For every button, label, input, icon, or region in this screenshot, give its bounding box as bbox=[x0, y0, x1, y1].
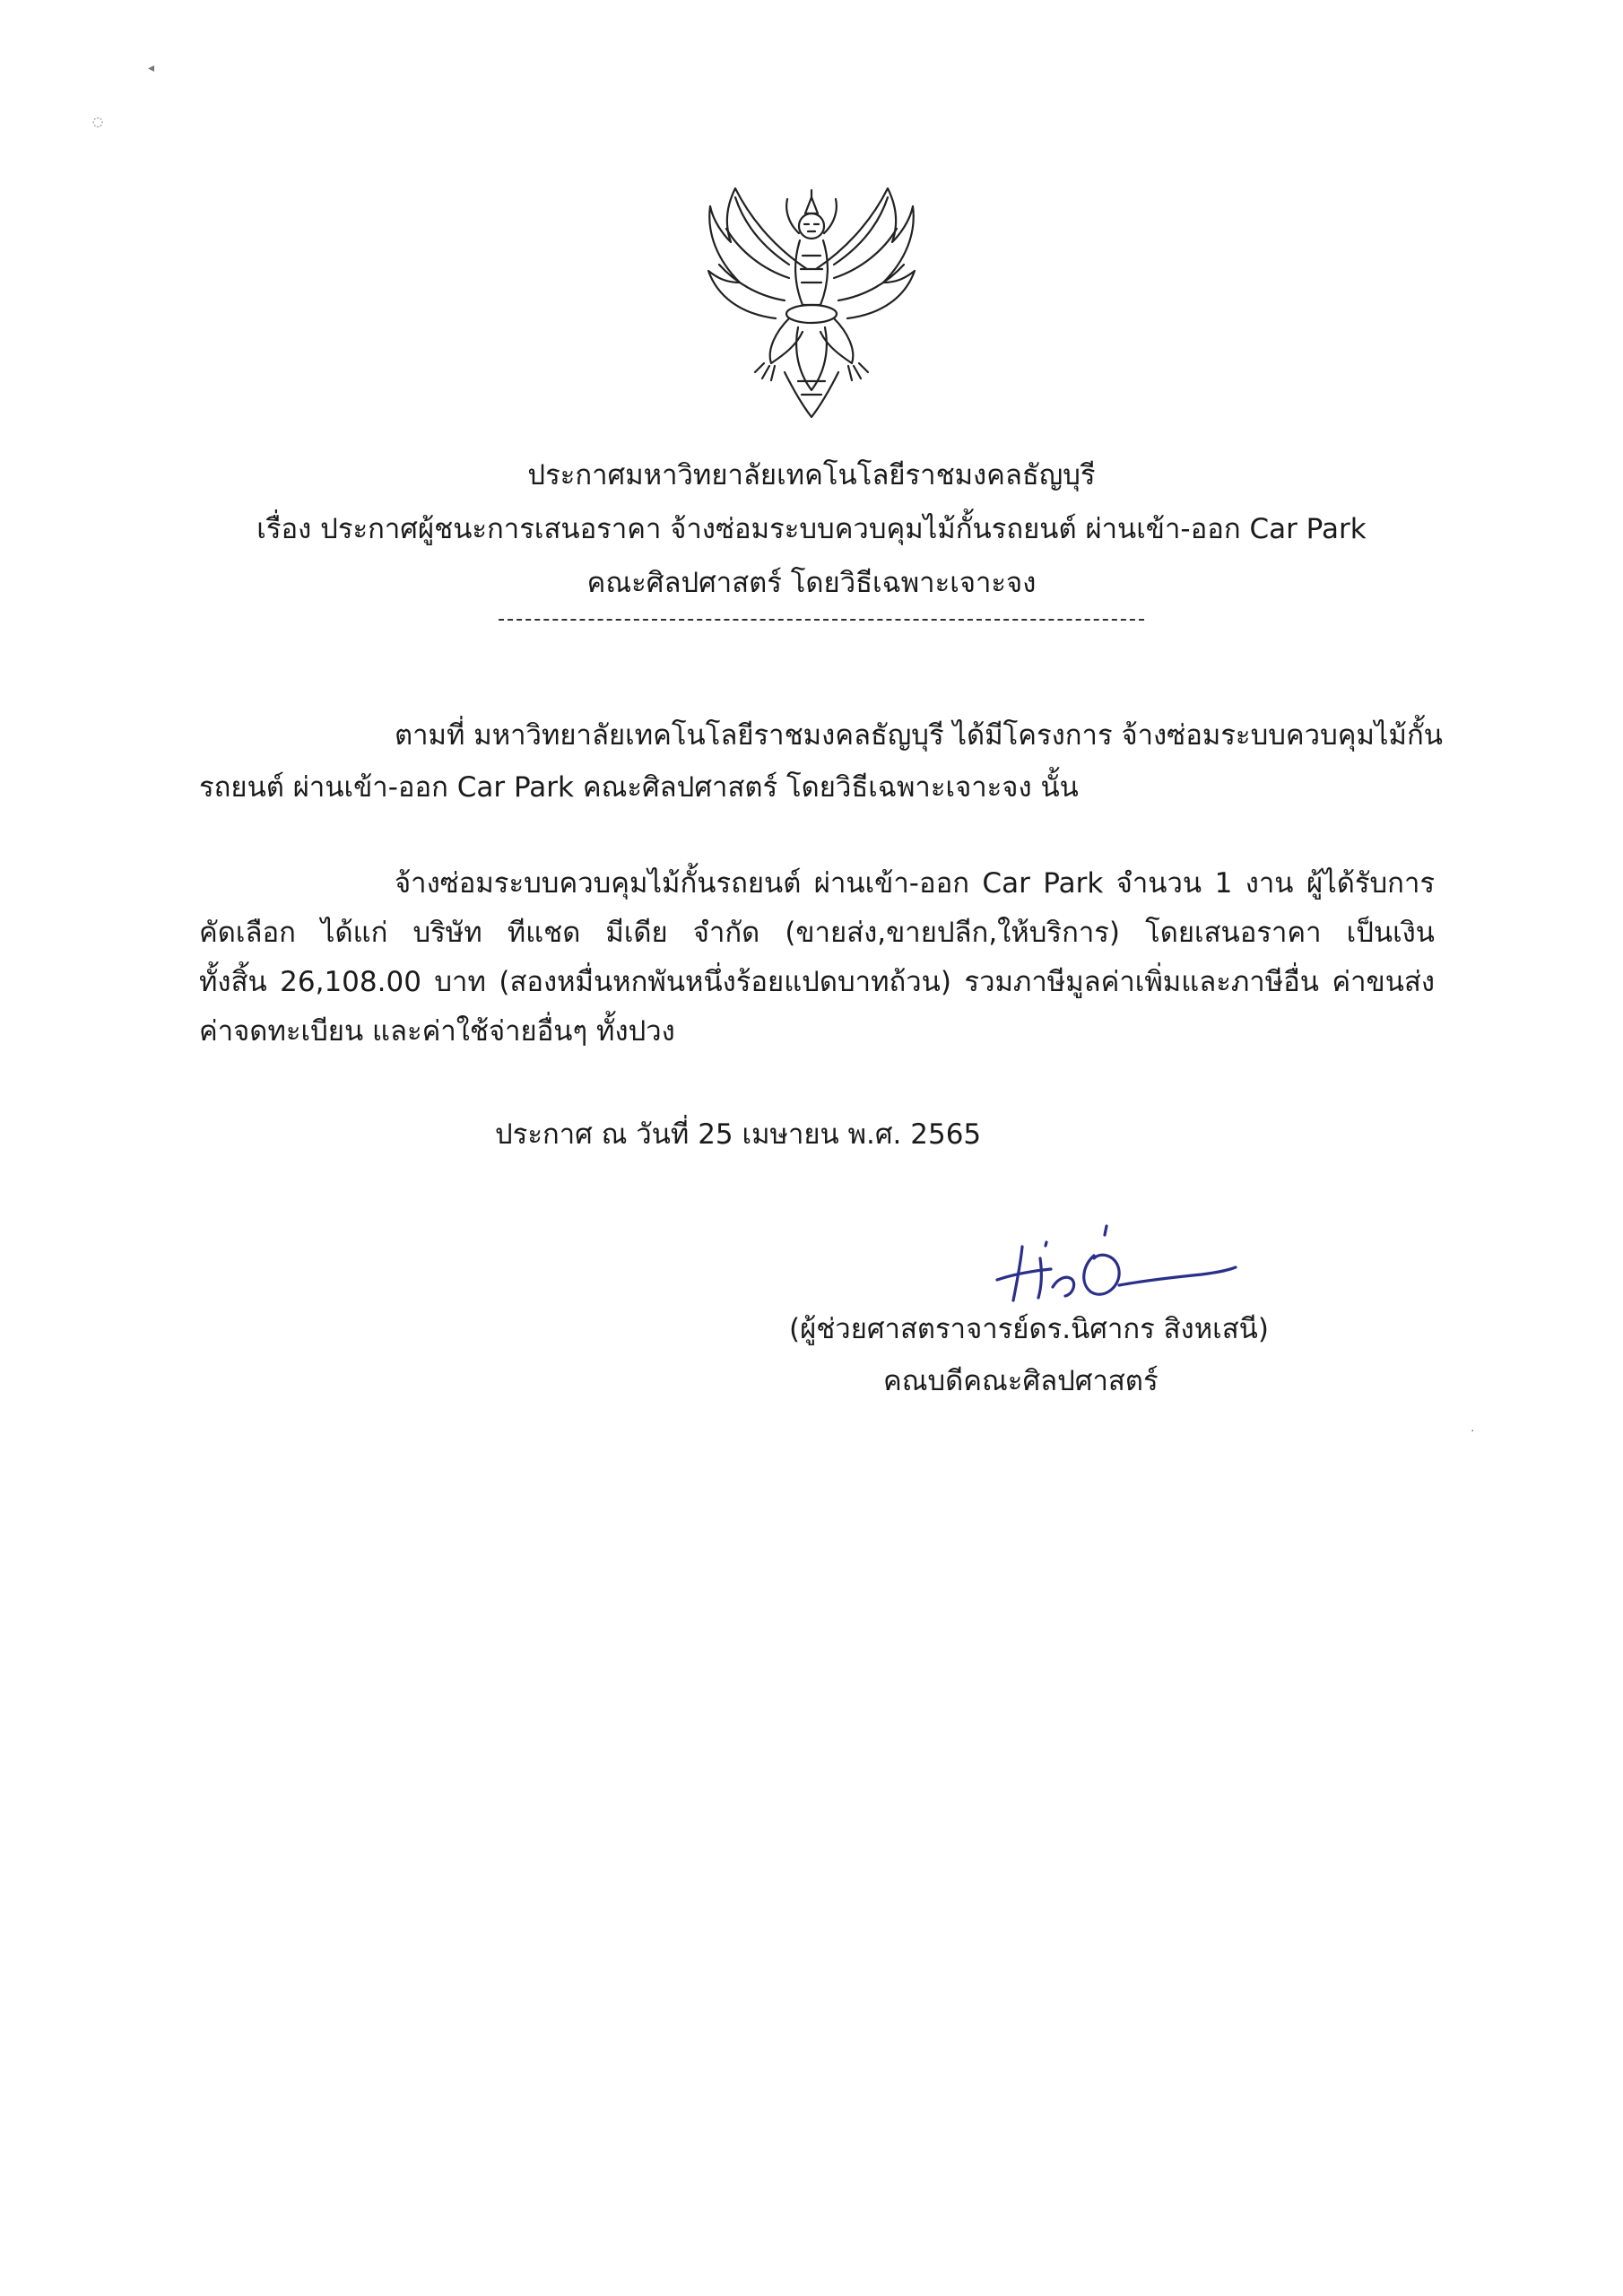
signatory-title: คณบดีคณะศิลปศาสตร์ bbox=[883, 1365, 1159, 1397]
announcement-subject: เรื่อง ประกาศผู้ชนะการเสนอราคา จ้างซ่อมระบบควบคุมไม้กั้นรถยนต์ ผ่านเข้า-ออก Car Park bbox=[256, 513, 1367, 545]
scan-speck: · bbox=[1471, 1424, 1475, 1439]
scan-speck: ◌ bbox=[92, 115, 104, 129]
signatory-name: (ผู้ช่วยศาสตราจารย์ดร.นิศากร สิงหเสนี) bbox=[789, 1313, 1269, 1345]
scan-speck: ◂ bbox=[148, 61, 155, 75]
announcement-subject-continued: คณะศิลปศาสตร์ โดยวิธีเฉพาะเจาะจง bbox=[586, 567, 1037, 599]
announcement-heading: ประกาศมหาวิทยาลัยเทคโนโลยีราชมงคลธัญบุรี bbox=[527, 459, 1096, 491]
separator-line bbox=[499, 619, 1144, 621]
signature-icon bbox=[986, 1215, 1246, 1314]
paragraph-2-line-4: ค่าจดทะเบียน และค่าใช้จ่ายอื่นๆ ทั้งปวง bbox=[199, 1015, 675, 1048]
paragraph-2-line-1: จ้างซ่อมระบบควบคุมไม้กั้นรถยนต์ ผ่านเข้า-ออก Car Park จำนวน 1 งาน ผู้ได้รับการ bbox=[395, 867, 1435, 900]
paragraph-1-line-1: ตามที่ มหาวิทยาลัยเทคโนโลยีราชมงคลธัญบุรี ได้มีโครงการ จ้างซ่อมระบบควบคุมไม้กั้น bbox=[395, 719, 1443, 752]
paragraph-2-line-3: ทั้งสิ้น 26,108.00 บาท (สองหมื่นหกพันหนึ่งร้อยแปดบาทถ้วน) รวมภาษีมูลค่าเพิ่มและภาษีอื่น ค่าขนส่ง bbox=[199, 966, 1435, 998]
garuda-emblem-icon bbox=[699, 170, 924, 426]
paragraph-1-line-2: รถยนต์ ผ่านเข้า-ออก Car Park คณะศิลปศาสตร์ โดยวิธีเฉพาะเจาะจง นั้น bbox=[199, 771, 1079, 804]
announcement-date: ประกาศ ณ วันที่ 25 เมษายน พ.ศ. 2565 bbox=[495, 1118, 982, 1151]
paragraph-2-line-2: คัดเลือก ได้แก่ บริษัท ทีแชด มีเดีย จำกัด (ขายส่ง,ขายปลีก,ให้บริการ) โดยเสนอราคา เป็นเงิน bbox=[199, 917, 1435, 949]
